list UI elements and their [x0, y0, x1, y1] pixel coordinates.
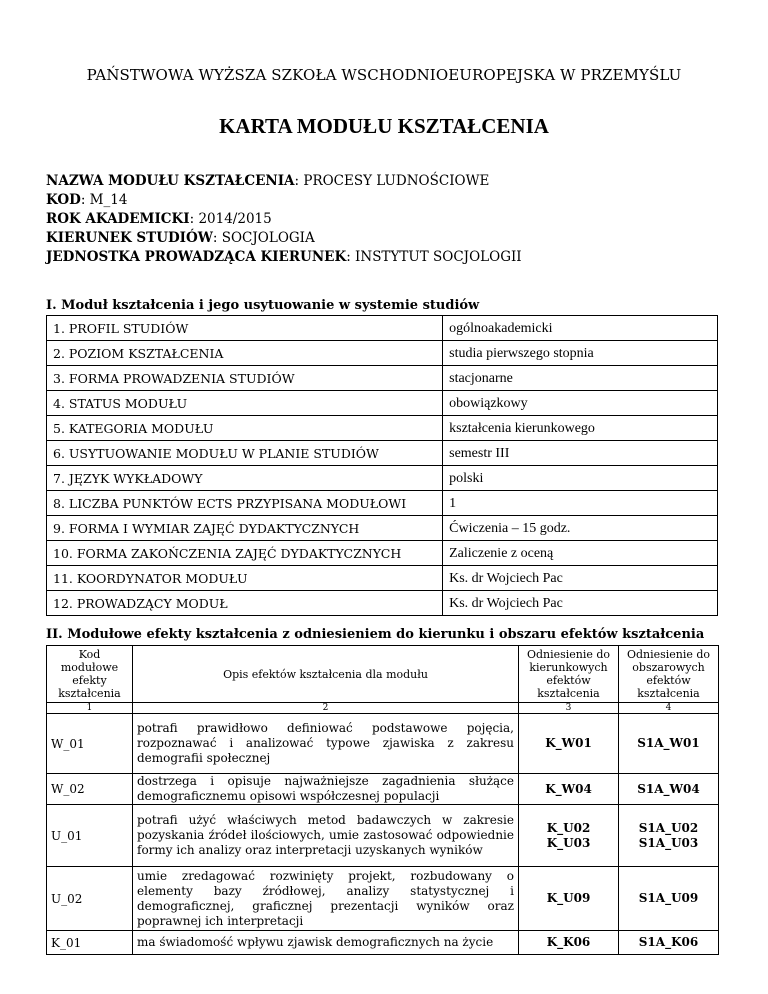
table-row — [47, 416, 718, 441]
area-reference — [619, 714, 719, 774]
table-row — [47, 714, 719, 774]
meta-row-module-name: NAZWA MODUŁU KSZTAŁCENIA: PROCESY LUDNOŚCIOWE — [46, 173, 490, 189]
outcome-description: dostrzega i opisuje najważniejsze zagadnienia służące demograficznemu opisowi współczesnej populacji — [133, 774, 519, 805]
learning-outcomes-table — [46, 645, 719, 955]
table-row — [47, 441, 718, 466]
table-row — [47, 366, 718, 391]
outcome-code: W_02 — [47, 774, 133, 805]
table-row — [47, 491, 718, 516]
reference-code: K_W01 — [545, 736, 592, 750]
outcome-description: potrafi użyć właściwych metod badawczych w zakresie pozyskania źródeł ilościowych, umie zastosować odpowiednie formy ich analizy oraz interpretacji uzyskanych wyników — [133, 805, 519, 867]
outcome-description: umie zredagować rozwinięty projekt, rozbudowany o elementy bazy źródłowej, analizy statystycznej i demograficznej, graficznej prezentacji wyników oraz poprawnej ich interpretacji — [133, 867, 519, 931]
row-label: 4. STATUS MODUŁU — [47, 391, 443, 416]
document-title: KARTA MODUŁU KSZTAŁCENIA — [219, 114, 549, 138]
row-label: 2. POZIOM KSZTAŁCENIA — [47, 341, 443, 366]
meta-row-academic-year: ROK AKADEMICKI: 2014/2015 — [46, 211, 272, 227]
outcome-code: W_01 — [47, 714, 133, 774]
column-header-description: Opis efektów kształcenia dla modułu — [133, 646, 519, 703]
table-row — [47, 466, 718, 491]
reference-code: S1A_K06 — [638, 935, 699, 949]
reference-code: S1A_U09 — [638, 891, 699, 905]
reference-code: S1A_U02 — [638, 820, 699, 835]
table-row — [47, 931, 719, 955]
row-value: stacjonarne — [443, 366, 718, 391]
table-row — [47, 316, 718, 341]
reference-code: S1A_W01 — [637, 736, 700, 750]
area-reference — [619, 774, 719, 805]
table-row — [47, 566, 718, 591]
area-reference — [619, 805, 719, 867]
table-row — [47, 341, 718, 366]
column-number: 2 — [133, 703, 519, 714]
row-value: polski — [443, 466, 718, 491]
reference-code: K_U03 — [546, 835, 591, 850]
table-row — [47, 774, 719, 805]
field-reference — [519, 867, 619, 931]
row-label: 11. KOORDYNATOR MODUŁU — [47, 566, 443, 591]
row-value: 1 — [443, 491, 718, 516]
meta-row-field-of-study: KIERUNEK STUDIÓW: SOCJOLOGIA — [46, 230, 315, 246]
meta-row-unit: JEDNOSTKA PROWADZĄCA KIERUNEK: INSTYTUT SOCJOLOGII — [46, 249, 522, 265]
row-value: Ćwiczenia – 15 godz. — [443, 516, 718, 541]
row-label: 5. KATEGORIA MODUŁU — [47, 416, 443, 441]
reference-code: K_U02 — [546, 820, 591, 835]
row-label: 6. USYTUOWANIE MODUŁU W PLANIE STUDIÓW — [47, 441, 443, 466]
reference-code: S1A_U03 — [638, 835, 699, 850]
row-label: 8. LICZBA PUNKTÓW ECTS PRZYPISANA MODUŁOWI — [47, 491, 443, 516]
row-value: obowiązkowy — [443, 391, 718, 416]
row-label: 3. FORMA PROWADZENIA STUDIÓW — [47, 366, 443, 391]
row-value: studia pierwszego stopnia — [443, 341, 718, 366]
module-metadata — [46, 172, 522, 267]
table-row — [47, 591, 718, 616]
reference-code: K_K06 — [546, 935, 591, 949]
table-header-row — [47, 646, 719, 703]
row-value: kształcenia kierunkowego — [443, 416, 718, 441]
row-label: 7. JĘZYK WYKŁADOWY — [47, 466, 443, 491]
institution-name: PAŃSTWOWA WYŻSZA SZKOŁA WSCHODNIOEUROPEJSKA W PRZEMYŚLU — [86, 66, 682, 84]
row-label: 12. PROWADZĄCY MODUŁ — [47, 591, 443, 616]
outcome-code: K_01 — [47, 931, 133, 955]
area-reference — [619, 867, 719, 931]
reference-code: S1A_W04 — [637, 781, 700, 796]
table-row — [47, 867, 719, 931]
outcome-description: ma świadomość wpływu zjawisk demograficznych na życie — [133, 931, 519, 955]
reference-code: K_U09 — [546, 891, 591, 905]
table-row — [47, 805, 719, 867]
field-reference — [519, 774, 619, 805]
field-reference — [519, 805, 619, 867]
column-header-code: Kod modułowe efekty kształcenia — [47, 646, 133, 703]
row-label: 10. FORMA ZAKOŃCZENIA ZAJĘĆ DYDAKTYCZNYCH — [47, 541, 443, 566]
table-row — [47, 391, 718, 416]
reference-code: K_W04 — [545, 781, 592, 796]
module-placement-table — [46, 315, 718, 616]
column-header-field-reference: Odniesienie do kierunkowych efektów kształcenia — [519, 646, 619, 703]
row-value: ogólnoakademicki — [443, 316, 718, 341]
row-value: Zaliczenie z oceną — [443, 541, 718, 566]
outcome-description: potrafi prawidłowo definiować podstawowe pojęcia, rozpoznawać i analizować typowe zjawiska z zakresu demografii społecznej — [133, 714, 519, 774]
field-reference — [519, 931, 619, 955]
column-number-row — [47, 703, 719, 714]
column-number: 3 — [519, 703, 619, 714]
area-reference — [619, 931, 719, 955]
row-label: 1. PROFIL STUDIÓW — [47, 316, 443, 341]
row-value: Ks. dr Wojciech Pac — [443, 566, 718, 591]
row-value: semestr III — [443, 441, 718, 466]
outcome-code: U_02 — [47, 867, 133, 931]
table-row — [47, 541, 718, 566]
field-reference — [519, 714, 619, 774]
column-header-area-reference: Odniesienie do obszarowych efektów kształcenia — [619, 646, 719, 703]
column-number: 1 — [47, 703, 133, 714]
outcome-code: U_01 — [47, 805, 133, 867]
section-1-heading: I. Moduł kształcenia i jego usytuowanie w systemie studiów — [46, 298, 480, 313]
column-number: 4 — [619, 703, 719, 714]
meta-row-code: KOD: M_14 — [46, 192, 128, 208]
row-label: 9. FORMA I WYMIAR ZAJĘĆ DYDAKTYCZNYCH — [47, 516, 443, 541]
section-2-heading: II. Modułowe efekty kształcenia z odniesieniem do kierunku i obszaru efektów kształcenia — [46, 627, 705, 642]
table-row — [47, 516, 718, 541]
row-value: Ks. dr Wojciech Pac — [443, 591, 718, 616]
